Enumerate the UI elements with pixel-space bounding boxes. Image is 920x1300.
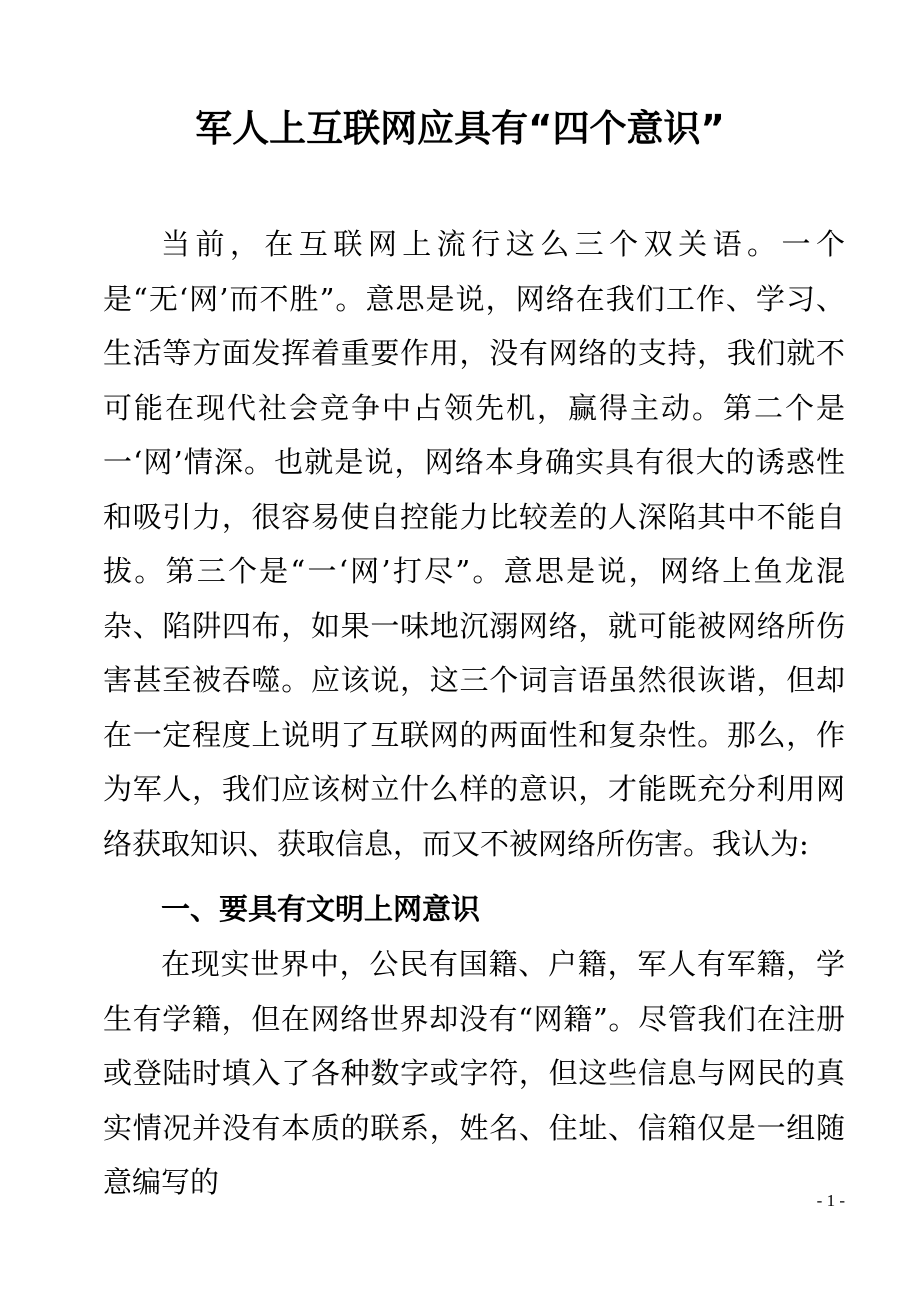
page-number: - 1 - [816,1191,845,1210]
document-title: 军人上互联网应具有“四个意识” [195,107,725,150]
paragraph-section-one: 在现实世界中，公民有国籍、户籍，军人有军籍，学生有学籍，但在网络世界却没有“网籍”。尽管我们在注册或登陆时填入了各种数字或字符，但这些信息与网民的真实情况并没有本质的联系，姓名、住址、信箱仅是一组随意编写的 [103,947,845,1199]
paragraph-intro: 当前，在互联网上流行这么三个双关语。一个是“无‘网’而不胜”。意思是说，网络在我们工作、学习、生活等方面发挥着重要作用，没有网络的支持，我们就不可能在现代社会竞争中占领先机，赢得主动。第二个是一‘网’情深。也就是说，网络本身确实具有很大的诱惑性和吸引力，很容易使自控能力比较差的人深陷其中不能自拔。第三个是“一‘网’打尽”。意思是说，网络上鱼龙混杂、陷阱四布，如果一味地沉溺网络，就可能被网络所伤害甚至被吞噬。应该说，这三个词言语虽然很诙谐，但却在一定程度上说明了互联网的两面性和复杂性。那么，作为军人，我们应该树立什么样的意识，才能既充分利用网络获取知识、获取信息，而又不被网络所伤害。我认为: [103,227,845,861]
section-heading: 一、要具有文明上网意识 [161,892,481,926]
